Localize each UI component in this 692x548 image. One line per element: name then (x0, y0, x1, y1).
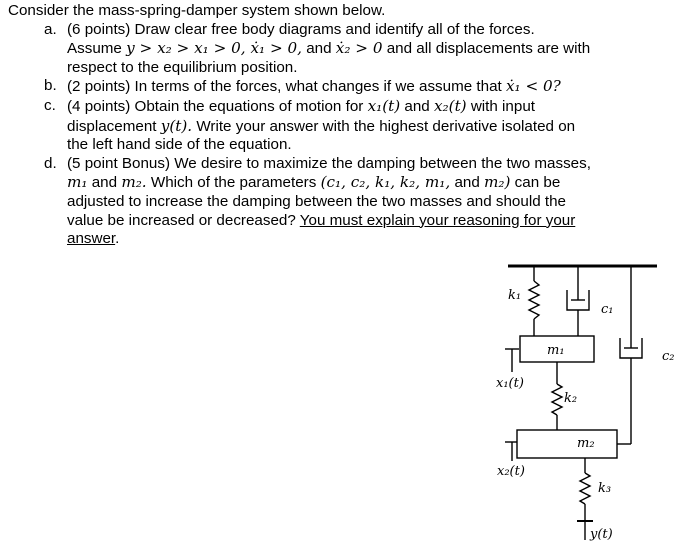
label-m1: m₁ (547, 343, 565, 358)
part-d-line5-tail: . (115, 230, 120, 248)
part-d-line2-tail: can be (514, 174, 561, 192)
spring-k1 (529, 266, 539, 336)
part-a-line2-tail: and all displacements are with (386, 40, 591, 58)
label-m2: m₂ (577, 436, 595, 451)
part-b-math: ẋ₁ < 0? (505, 77, 561, 96)
part-d-m1: m₁ (67, 173, 88, 192)
part-b-letter: b. (44, 77, 57, 95)
part-a-inequality-2: ẋ₂ > 0 (335, 39, 383, 58)
part-d-params-2: m₂) (484, 173, 511, 192)
label-k3: k₃ (598, 481, 612, 496)
problem-intro: Consider the mass-spring-damper system shown below. (8, 2, 386, 19)
part-a-line1: (6 points) Draw clear free body diagrams and identify all of the forces. (67, 20, 535, 38)
part-d-letter: d. (44, 154, 57, 172)
part-c-line3: the left hand side of the equation. (67, 136, 292, 154)
part-c-x1: x₁(t) (367, 96, 401, 115)
part-a-and: and (306, 40, 332, 58)
part-d-line4-underlined: You must explain your reasoning for your (299, 211, 576, 229)
part-c-line2-tail: Write your answer with the highest derivative isolated on (196, 117, 576, 135)
spring-k3 (580, 458, 590, 520)
part-d-params: (c₁, c₂, k₁, k₂, m₁, (320, 173, 451, 192)
label-x1: x₁(t) (496, 376, 524, 391)
part-a-letter: a. (44, 20, 57, 38)
part-d-line1: (5 point Bonus) We desire to maximize the damping between the two masses, (67, 154, 591, 172)
part-a-inequality: y > x₂ > x₁ > 0, ẋ₁ > 0, (126, 39, 302, 58)
part-c-line1-tail: with input (470, 97, 535, 115)
part-c-and: and (404, 97, 430, 115)
label-c2: c₂ (662, 349, 675, 364)
part-c-y: y(t). (160, 116, 193, 135)
part-a-line3: respect to the equilibrium position. (67, 58, 298, 76)
part-c-line1: (4 points) Obtain the equations of motion for (67, 97, 364, 115)
part-d-m2: m₂. (121, 173, 147, 192)
part-d-line5-underlined: answer (67, 230, 116, 248)
part-c-x2: x₂(t) (433, 96, 467, 115)
label-x2: x₂(t) (497, 464, 525, 479)
label-c1: c₁ (601, 302, 614, 317)
part-d-and-2: and (454, 174, 480, 192)
x2-indicator (505, 442, 517, 461)
part-a-assume: Assume (67, 40, 122, 58)
x1-indicator (505, 349, 519, 372)
label-k1: k₁ (508, 288, 522, 303)
part-c-letter: c. (44, 96, 56, 114)
part-d-line4: value be increased or decreased? (67, 211, 296, 229)
part-c-line2: displacement (67, 117, 157, 135)
part-d-and: and (91, 174, 118, 192)
spring-k2 (552, 362, 562, 430)
part-b-text: (2 points) In terms of the forces, what changes if we assume that (67, 78, 502, 96)
mass-m2 (517, 430, 617, 458)
damper-c1 (567, 266, 589, 336)
part-d-line2-text: Which of the parameters (150, 174, 317, 192)
label-k2: k₂ (564, 391, 578, 406)
label-y: y(t) (590, 527, 613, 542)
damper-c2 (617, 266, 642, 444)
part-d-line3: adjusted to increase the damping between the two masses and should the (67, 192, 566, 210)
